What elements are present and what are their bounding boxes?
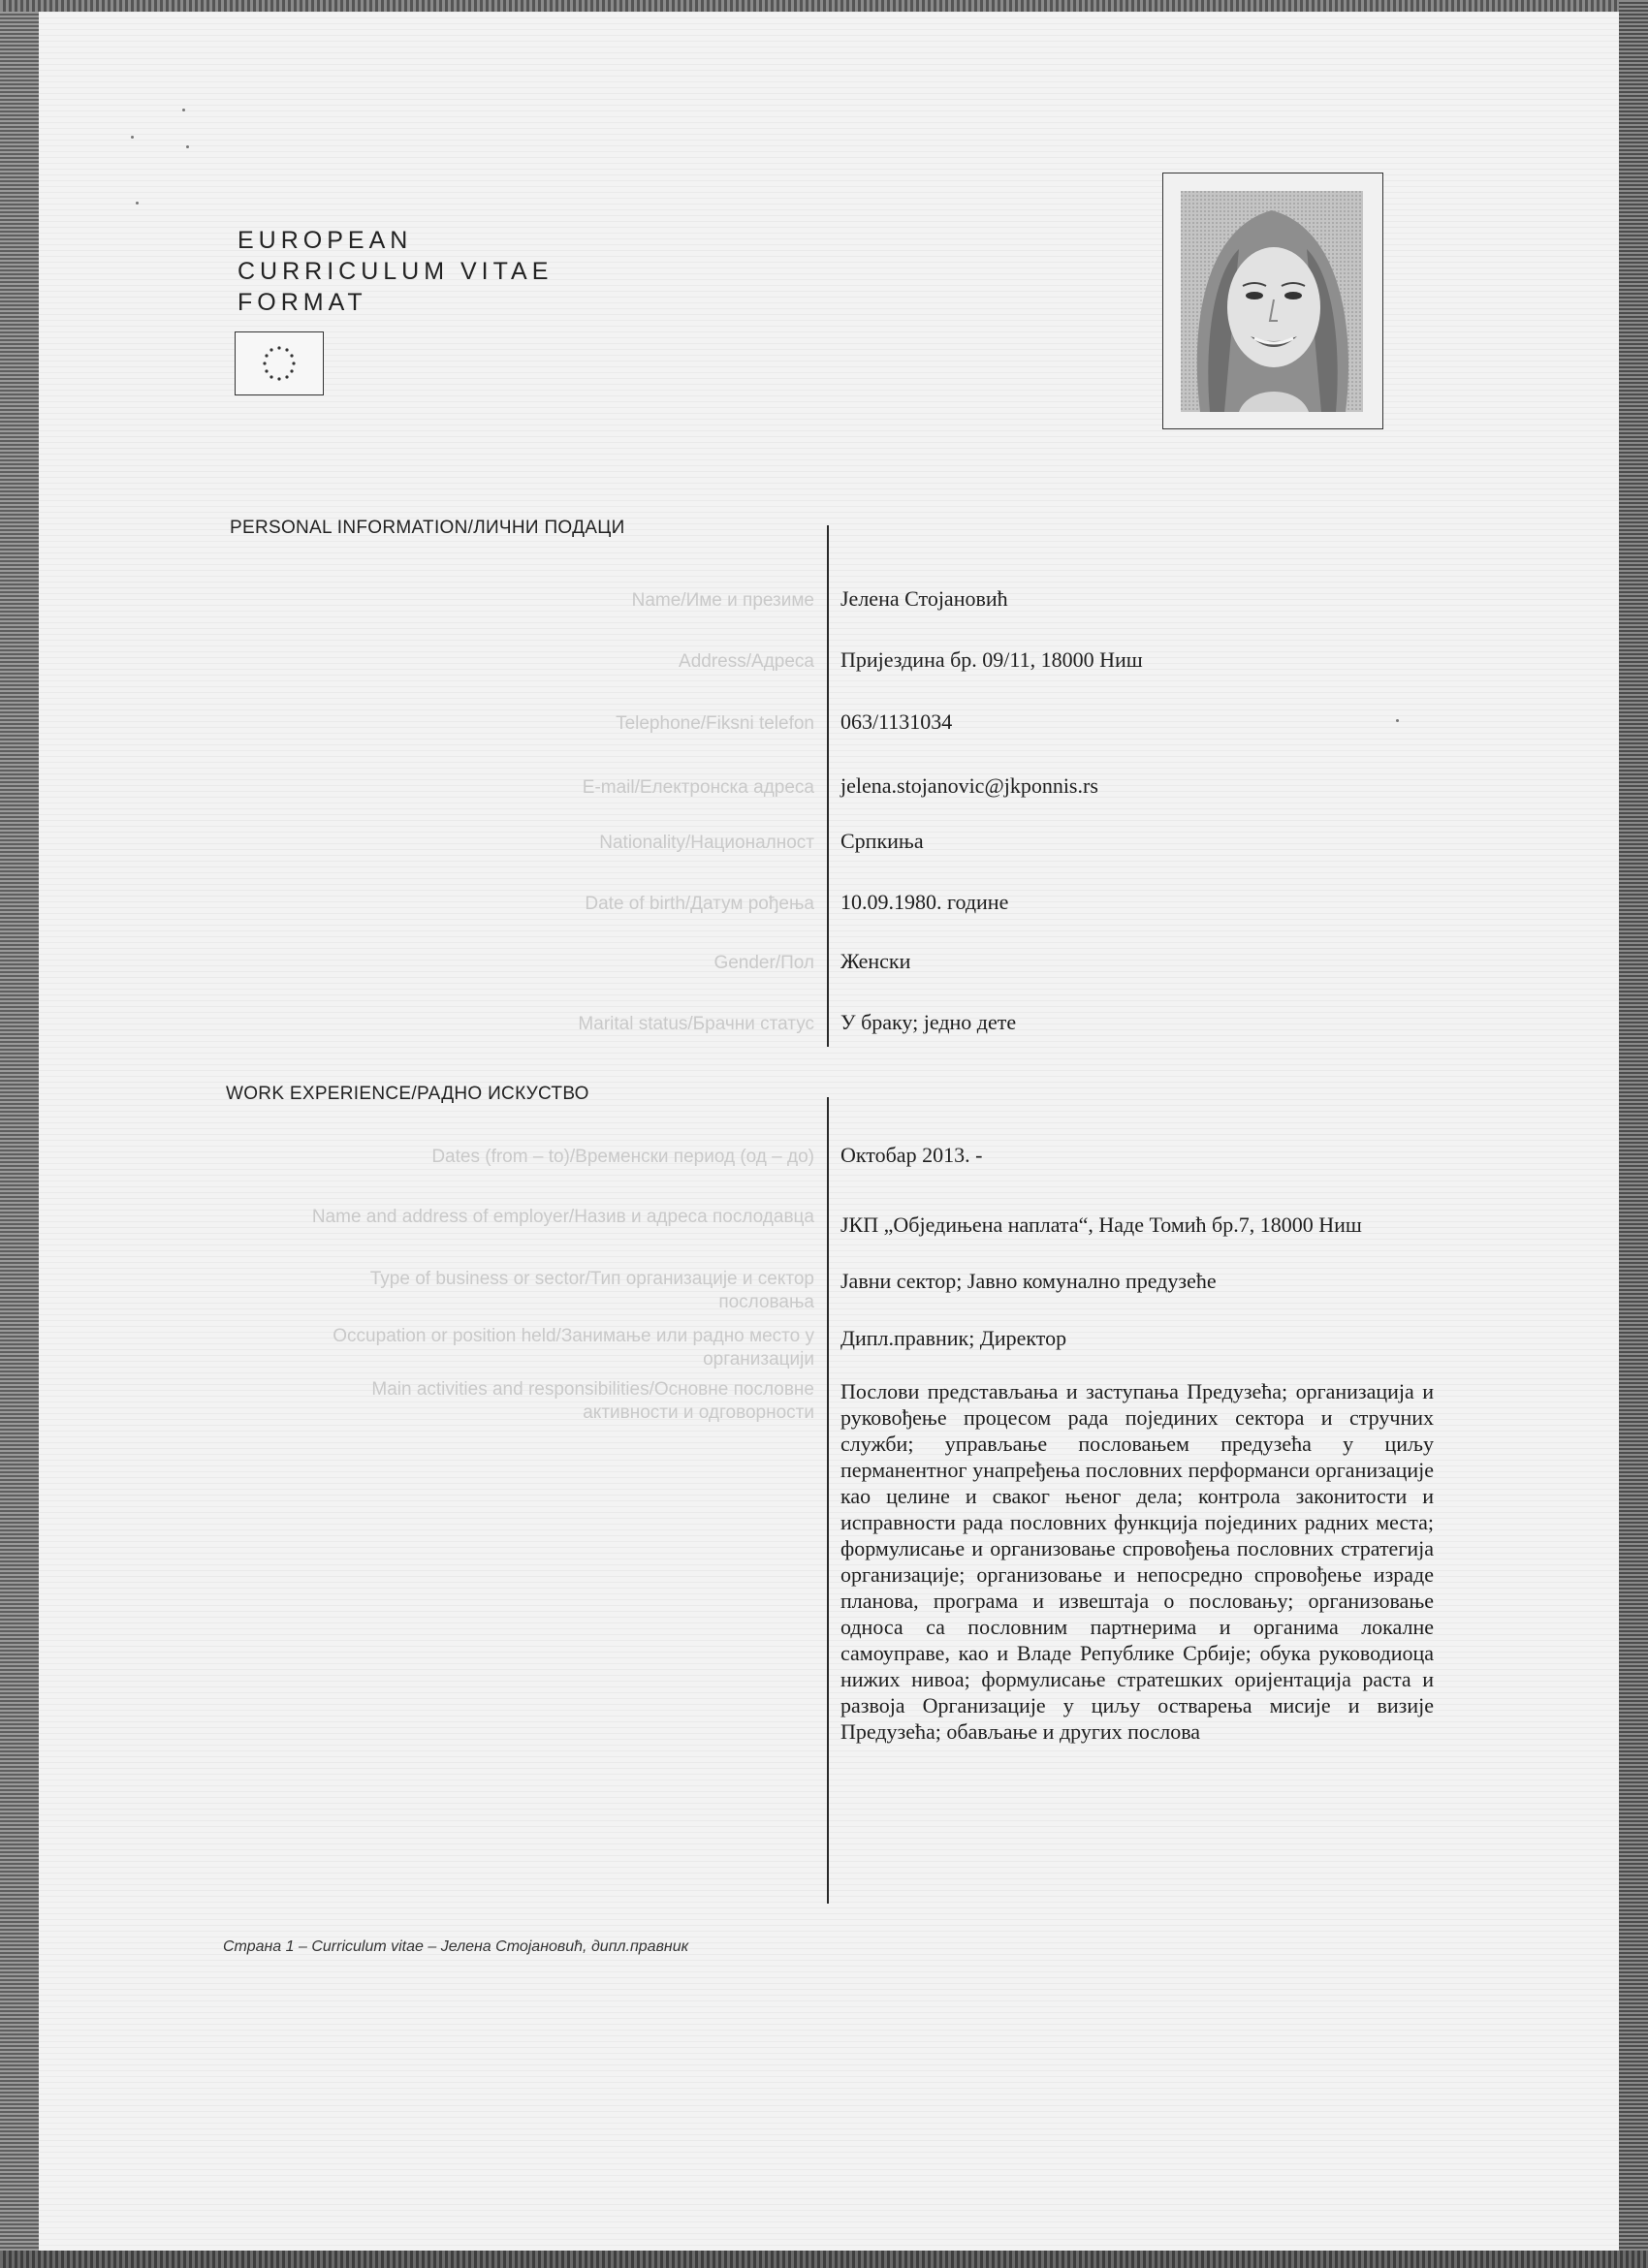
value-email: jelena.stojanovic@jkponnis.rs <box>840 773 1098 798</box>
column-divider <box>827 525 829 1047</box>
column-divider <box>827 1097 829 1904</box>
scan-speck <box>182 109 185 111</box>
label-gender: Gender/Пол <box>713 953 814 973</box>
cv-format-title <box>238 225 553 318</box>
label-address: Address/Адреса <box>679 651 814 672</box>
eu-flag-icon <box>235 331 324 395</box>
title-line-european: EUROPEAN <box>238 227 413 254</box>
value-nationality: Српкиња <box>840 829 924 853</box>
photo-frame <box>1162 173 1383 429</box>
value-employer: ЈКП „Обједињена наплата“, Наде Томић бр.7, 18000 Ниш <box>840 1213 1362 1237</box>
title-line-format: FORMAT <box>238 289 367 316</box>
label-dates: Dates (from – to)/Временски период (од – до) <box>431 1147 814 1167</box>
label-telephone: Telephone/Fiksni telefon <box>616 713 814 734</box>
value-dates: Октобар 2013. - <box>840 1143 983 1167</box>
value-marital-status: У браку; једно дете <box>840 1010 1017 1034</box>
label-occupation: Occupation or position held/Занимање или радно место у организацији <box>333 1326 814 1370</box>
value-business-type: Јавни сектор; Јавно комунално предузеће <box>840 1269 1217 1293</box>
label-nationality: Nationality/Националност <box>599 833 814 853</box>
value-address: Пријездина бр. 09/11, 18000 Ниш <box>840 647 1143 672</box>
value-telephone: 063/1131034 <box>840 709 953 734</box>
label-email: E-mail/Електронска адреса <box>582 777 814 798</box>
portrait-photo <box>1181 191 1363 412</box>
value-gender: Женски <box>840 949 911 973</box>
label-activities: Main activities and responsibilities/Основне пословне активности и одговорности <box>371 1379 814 1423</box>
label-employer: Name and address of employer/Назив и адреса послодавца <box>311 1207 814 1227</box>
scan-speck <box>136 202 139 205</box>
value-date-of-birth: 10.09.1980. године <box>840 890 1009 914</box>
scan-speck <box>1396 719 1399 722</box>
page-footer: Страна 1 – Curriculum vitae – Јелена Стојановић, дипл.правник <box>223 1938 689 1955</box>
value-occupation: Дипл.правник; Директор <box>840 1326 1067 1350</box>
scan-edge-left <box>0 0 39 2268</box>
label-marital-status: Marital status/Брачни статус <box>578 1014 814 1034</box>
label-business-type: Type of business or sector/Тип организације и сектор пословања <box>369 1269 814 1312</box>
value-name: Јелена Стојановић <box>840 586 1008 611</box>
scan-edge-top <box>0 0 1648 12</box>
scan-edge-right <box>1619 0 1648 2268</box>
cv-page <box>39 12 1619 2251</box>
scan-speck <box>131 136 134 139</box>
scan-speck <box>186 145 189 148</box>
personal-info-heading: PERSONAL INFORMATION/ЛИЧНИ ПОДАЦИ <box>230 518 625 538</box>
title-line-curriculum: CURRICULUM VITAE <box>238 258 554 285</box>
scan-edge-bottom <box>0 2251 1648 2268</box>
work-experience-heading: WORK EXPERIENCE/РАДНО ИСКУСТВО <box>226 1084 589 1104</box>
label-name: Name/Име и презиме <box>631 590 814 611</box>
label-date-of-birth: Date of birth/Датум рођења <box>585 894 814 914</box>
value-activities: Послови представљања и заступања Предузећа; организација и руковођење процесом рада појединих сектора и стручних служби; управљање пословањем предузећа у циљу перманентног унапређења пословних перформанси организације као целине и сваког њеног дела; контрола законитости и исправности рада пословних функција појединих радних места; формулисање и организовање спровођења пословних стратегија организације; организовање и непосредно спровођење израде планова, програма и извештаја о пословању; организовање односа са пословним партнерима и органима локалне самоуправе, као и Владе Републике Србије; обука руководиоца нижих нивоа; формулисање стратешких оријентација раста и развоја Организације у циљу остварења мисије и визије Предузећа; обављање и других послова <box>840 1379 1434 1744</box>
